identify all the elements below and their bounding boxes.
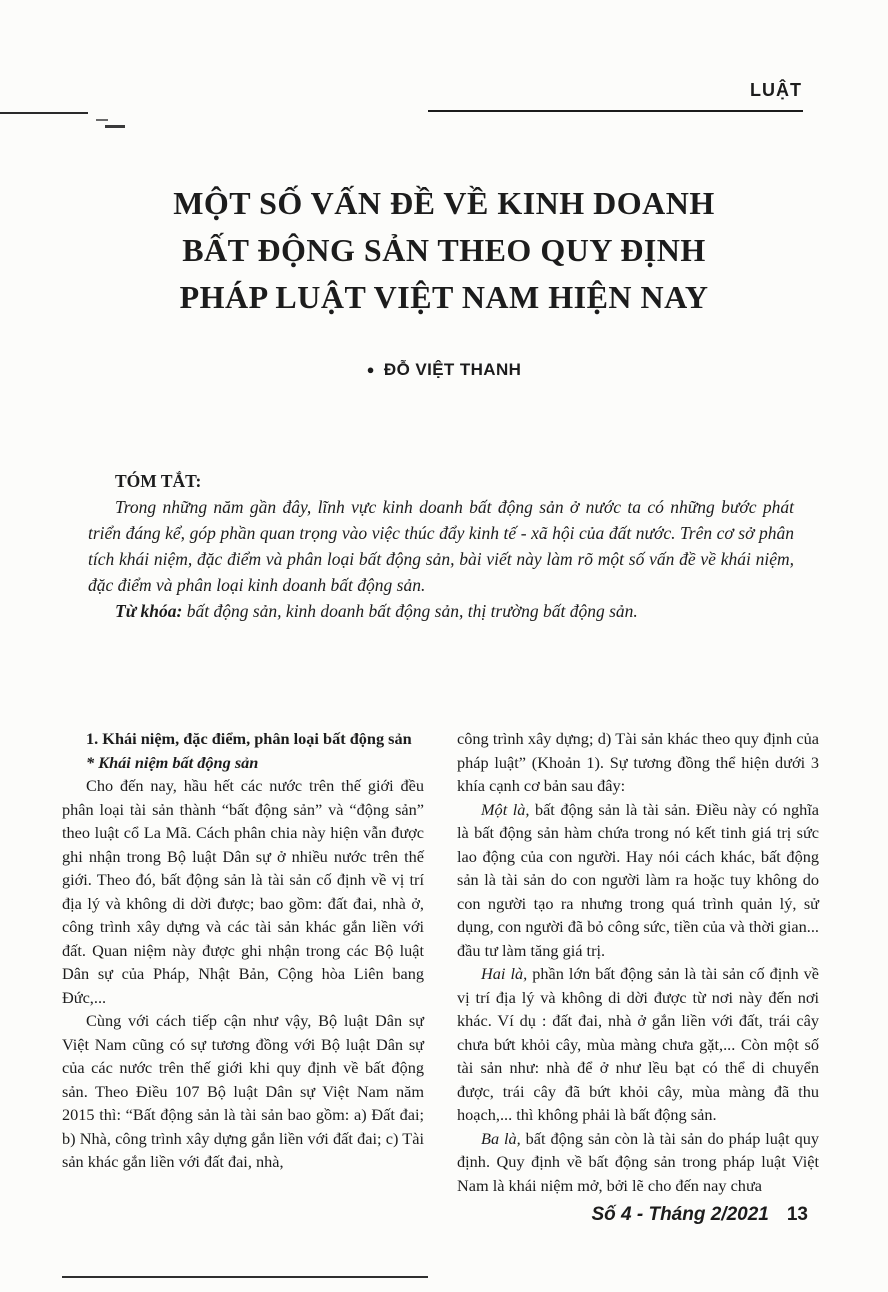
section-subheading: * Khái niệm bất động sản — [86, 752, 259, 772]
paragraph-lead: Một là, — [481, 799, 530, 819]
top-left-rule — [0, 112, 88, 114]
paragraph: Cùng với cách tiếp cận như vậy, Bộ luật Dân sự Việt Nam cũng có sự tương đồng với Bộ luật Dân sự của các nước trên thế giới khi quy định về bất động sản. Theo Điều 107 Bộ luật Dân sự Việt Nam năm 2015 thì: “Bất động sản là tài sản bao gồm: a) Đất đai; b) Nhà, công trình xây dựng gắn liền với đất đai; c) Tài sản khác gắn liền với đất đai, nhà, — [62, 1011, 424, 1171]
keywords-label: Từ khóa: — [115, 601, 183, 621]
footer-rule — [62, 1276, 428, 1278]
abstract-section — [88, 468, 794, 624]
paragraph: Cho đến nay, hầu hết các nước trên thế giới đều phân loại tài sản thành “bất động sản” và “động sản” theo luật cổ La Mã. Cách phân chia này hiện vẫn được ghi nhận trong Bộ luật Dân sự ở nhiều nước trên thế giới. Theo đó, bất động sản là tài sản cố định về vị trí địa lý và không di dời được; bao gồm: đất đai, nhà ở, công trình xây dựng và các tài sản khác gắn liền với đất. Quan niệm này được ghi nhận trong các Bộ luật Dân sự của Pháp, Nhật Bản, Cộng hòa Liên bang Đức,... — [62, 776, 424, 1007]
issue-info: Số 4 - Tháng 2/2021 — [591, 1204, 769, 1225]
paragraph-text: phần lớn bất động sản là tài sản cố định về vị trí địa lý và không di dời được từ nơi này đến nơi khác. Ví dụ : đất đai, nhà ở gắn liền với đất, trái cây chưa bứt khỏi cây, mùa màng chưa gặt,... Còn một số tài sản như: nhà để ở như lều bạt có thể di chuyển được, trái cây đã bứt khỏi cây, mùa màng đã thu hoạch,... thì không phải là bất động sản. — [457, 964, 819, 1124]
abstract-text: Trong những năm gần đây, lĩnh vực kinh doanh bất động sản ở nước ta có những bước phát triển đáng kể, góp phần quan trọng vào việc thúc đẩy kinh tế - xã hội của đất nước. Trên cơ sở phân tích khái niệm, đặc điểm và phân loại bất động sản, bài viết này làm rõ một số vấn đề về khái niệm, đặc điểm và phân loại kinh doanh bất động sản. — [88, 497, 794, 595]
paragraph — [457, 727, 819, 798]
paragraph-text: công trình xây dựng; d) Tài sản khác theo quy định của pháp luật” (Khoản 1). Sự tương đồng thể hiện dưới 3 khía cạnh cơ bản sau đây: — [457, 729, 819, 795]
scan-artifact-dash — [96, 119, 108, 121]
paragraph — [457, 1127, 819, 1198]
paragraph — [457, 798, 819, 963]
paragraph-lead: Hai là, — [481, 964, 528, 983]
article-body — [62, 727, 820, 1197]
keywords-text: bất động sản, kinh doanh bất động sản, thị trường bất động sản. — [182, 601, 638, 621]
left-column — [62, 727, 424, 1197]
header-rule — [428, 110, 803, 112]
bullet-icon: ● — [366, 362, 375, 377]
paragraph — [457, 962, 819, 1127]
section-heading: 1. Khái niệm, đặc điểm, phân loại bất động sản — [86, 729, 412, 748]
scan-artifact-dash — [105, 125, 125, 128]
right-column — [457, 727, 819, 1197]
title-line: BẤT ĐỘNG SẢN THEO QUY ĐỊNH — [182, 232, 706, 268]
article-title — [0, 180, 888, 321]
title-line: PHÁP LUẬT VIỆT NAM HIỆN NAY — [179, 279, 709, 315]
abstract-heading: TÓM TẮT: — [115, 471, 202, 491]
keywords-line — [88, 598, 794, 624]
title-line: MỘT SỐ VẤN ĐỀ VỀ KINH DOANH — [173, 185, 715, 221]
author-name: ĐỖ VIỆT THANH — [383, 360, 522, 379]
author-line — [0, 360, 888, 380]
paragraph-text: bất động sản là tài sản. Điều này có nghĩa là bất động sản hàm chứa trong nó kết tinh giá trị sức lao động của con người. Hay nói cách khác, bất động sản là tài sản do con người làm ra hoặc tuy không do con người tạo ra nhưng trong quá trình quản lý, sử dụng, con người đã bỏ công sức, tiền của và thời gian... đầu tư làm tăng giá trị. — [457, 799, 819, 960]
page-footer — [591, 1204, 808, 1226]
paragraph-text: bất động sản còn là tài sản do pháp luật quy định. Quy định về bất động sản trong pháp luật Việt Nam là khái niệm mở, bởi lẽ cho đến nay chưa — [457, 1128, 820, 1195]
journal-section-label: LUẬT — [750, 80, 802, 100]
paragraph-lead: Ba là, — [481, 1128, 521, 1148]
page-number: 13 — [786, 1204, 808, 1225]
